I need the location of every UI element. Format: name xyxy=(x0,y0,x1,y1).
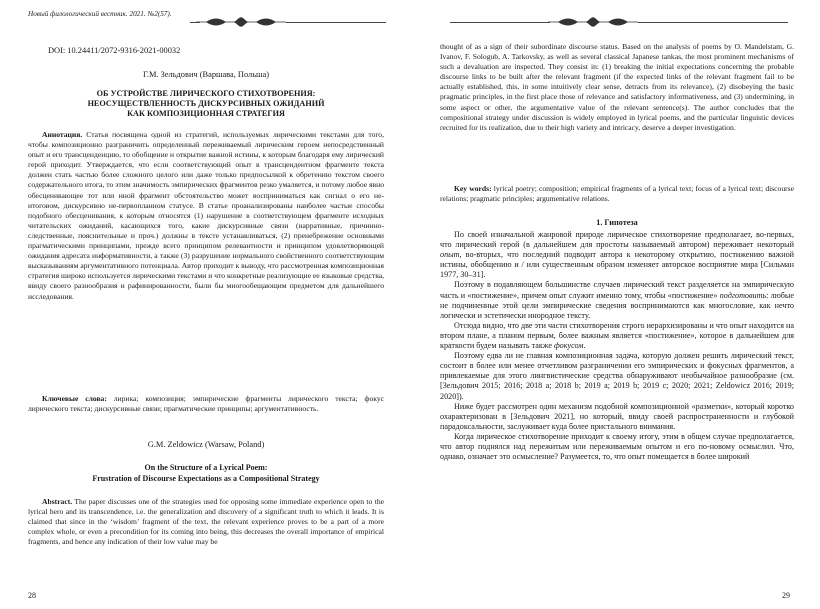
ornament-icon xyxy=(196,14,286,30)
text-run: , во-вторых, что последний подводит автора к некоторому открытию, постижению важной истины, обобщению и / или существенным образом изменяет авторское восприятие мира [Сильман 1977, 30–31]. xyxy=(440,250,794,280)
paragraph xyxy=(440,280,794,320)
abstract-en xyxy=(28,497,384,547)
keywords-en-text: lyrical poetry; composition; empirical fragments of a lyrical text; focus of a lyrical text; discourse relations; pragmatic principles; argumentative relations. xyxy=(440,184,794,204)
body-text xyxy=(440,230,794,462)
text-run: : любые не подчиненные этой цели эмпирические сведения воспринимаются как многословие, как нечто логически и эстетически инородное тексту. xyxy=(440,290,794,320)
author-ru: Г.М. Зельдович (Варшава, Польша) xyxy=(143,70,269,79)
keywords-ru-text: лирика; композиция; эмпирические фрагменты лирического текста; фокус лирического текста; дискурсивные связи; прагматические принципы; аргументативность. xyxy=(28,394,384,414)
abstract-ru xyxy=(28,130,384,302)
page-number: 28 xyxy=(28,591,36,600)
emphasis: подготовить xyxy=(719,290,767,300)
title-en-line: On the Structure of a Lyrical Poem: xyxy=(144,463,268,472)
author-en: G.M. Zeldowicz (Warsaw, Poland) xyxy=(147,440,265,449)
header-rule xyxy=(450,22,550,23)
abstract-en-continued: thought of as a sign of their subordinate discourse status. Based on the analysis of poems by O. Mandelstam, G. Ivanov, F. Sologub, A. Tarkovsky, as well as several classical Japanese tankas, the most prominent mechanisms of such a devaluation are inspected. They consist in: (1) breaking the initial expectations concerning the probable discourse links to be built after the relevant fragment (if the expected links of the relevant fragment fail to be actually established, this, in some intuitively clear sense, detracts from its relevance), (2) disobeying the basic pragmatic principles, in the first place those of relevance and satisfactory informativeness, and (3) undermining, in some aspect or other, the argumentative value of the relevant sentence(s). The author concludes that the compositional strategy under discussion is widely employed in lyrical poems, and the particular linguistic devices recruited for its realization, due to their high variety and intricacy, deserve a deeper investigation. xyxy=(440,42,794,132)
keywords-ru-label: Ключевые слова: xyxy=(42,394,107,403)
section-heading: 1. Гипотеза xyxy=(596,218,638,227)
emphasis: опыт xyxy=(440,250,460,260)
ornament-icon xyxy=(548,14,638,30)
keywords-ru xyxy=(28,394,384,414)
text-run: По своей изначальной жанровой природе лирическое стихотворение предполагает, во-первых, что лирический герой (в дальнейшем для простоты называемый автором) переживает некоторый xyxy=(440,230,794,250)
abstract-ru-text: Статья посвящена одной из стратегий, используемых лирическими текстами для того, чтобы композиционно разграничить определенный переживаемый лирическим героем непосредственный опыт и его трансценденцию, то обобщение и открытие важной истины, к которым благодаря ему лирический герой приходит. Утверждается, что если соответствующий опыт в трансцендентном фрагменте текста должен стать частью более сложного целого или даже только предпосылкой к обретению текстом своего содержательного итога, то этим значимость эмпирических фрагментов резко умаляется, и потому любое явно обесценивающее тот или иной фрагмент обстоятельство может восприниматься как сигнал о его не-итоговом, дискурсивно не-первопланном статусе. В статье проанализированы наиболее частые способы подобного обесценивания, к которым относятся (1) нарушение в соответствующем фрагменте исходных читательских ожиданий, касающихся того, какие дискурсивные связи (нарративные, причинно-следственные, пояснительные и проч.) должны в тексте устанавливаться, (2) пренебрежение основными прагматическими принципами, прежде всего принципом релевантности и принципом удовлетворяющей ожидания адресата информативности, а также (3) разрушение нормального свойственного соответствующим высказываниям аргументативного потенциала. Автор приходит к выводу, что рассмотренная композиционная стратегия широко используется лирическими текстами и что конкретные реализующие ее языковые средства, ввиду своего разнообразия и рафинированности, были бы многообещающим предметом для дальнейшего исследования. xyxy=(28,130,384,301)
paragraph xyxy=(440,230,794,280)
keywords-en-label: Key words: xyxy=(454,184,492,193)
title-en-line: Frustration of Discourse Expectations as a Compositional Strategy xyxy=(92,473,320,483)
title-ru-line: ОБ УСТРОЙСТВЕ ЛИРИЧЕСКОГО СТИХОТВОРЕНИЯ: xyxy=(96,89,316,98)
right-page xyxy=(410,0,820,609)
paragraph: Когда лирическое стихотворение приходит к своему итогу, этим в общем случае предполагается, что автор поднялся над пережитым или переживаемым опытом и его по-новому осмыслил. Что, однако, означает это осмысление? Разумеется, то, что опыт помещается в более широкий xyxy=(440,431,794,462)
running-head: Новый филологический вестник. 2021. №2(57). xyxy=(28,10,172,18)
paragraph: Поэтому едва ли не главная композиционная задача, которую должен решить лирический текст, состоит в более или менее отчетливом разграничении его эмпирических и фокусных фрагментов, а привлекаемые для этого лингвистические средства обнаруживают необычайное разнообразие (см. [Зельдович 2015; 2016; 2018 a; 2018 b; 2019 a; 2019 b; 2019 c; 2020; 2021; Zeldowicz 2016; 2019; 2020]). xyxy=(440,351,794,401)
emphasis: фокусом xyxy=(553,341,584,351)
paragraph: Ниже будет рассмотрен один механизм подобной композиционной «разметки», который коротко охарактеризован в [Зельдович 2021], но который, ввиду своей распространенности и глубокой парадоксальности, заслуживает куда более пристального внимания. xyxy=(440,401,794,431)
doi: DOI: 10.24411/2072-9316-2021-00032 xyxy=(48,46,181,55)
title-ru-line: КАК КОМПОЗИЦИОННАЯ СТРАТЕГИЯ xyxy=(127,109,285,118)
title-ru xyxy=(28,89,384,119)
text-run: . xyxy=(583,341,586,351)
title-ru-line: НЕОСУЩЕСТВЛЕННОСТЬ ДИСКУРСИВНЫХ ОЖИДАНИЙ xyxy=(87,99,325,108)
abstract-en-text: The paper discusses one of the strategies used for opposing some immediate experience open to the lyrical hero and its transcendence, i.e. the generalization and discovery of a significant truth to which it leads. It is claimed that since in the ‘wisdom’ fragment of the text, the relevant experience proves to be a part of a more complex whole, or even a precondition for its coming into being, this decreases the overall importance of empirical fragments, and hence any indication of their low value may be xyxy=(28,497,385,547)
abstract-en-label: Abstract. xyxy=(42,497,73,506)
paragraph xyxy=(440,321,794,351)
text-run: Поэтому в подавляющем большинстве случаев лирический текст разделяется на эмпирическую часть и «постижение», причем опыт служит именно тому, чтобы «постижение» xyxy=(440,280,794,300)
abstract-ru-label: Аннотация. xyxy=(42,130,83,139)
page-number: 29 xyxy=(782,591,790,600)
title-en xyxy=(28,463,384,484)
header-rule xyxy=(638,22,788,23)
text-run: Отсюда видно, что две эти части стихотворения строго иерархизированы и что опыт находится на втором плане, а планом первым, более важным является «постижение», которое в дальнейшем для краткости будем называть также xyxy=(440,320,794,351)
header-rule xyxy=(286,22,386,23)
keywords-en xyxy=(440,184,794,204)
